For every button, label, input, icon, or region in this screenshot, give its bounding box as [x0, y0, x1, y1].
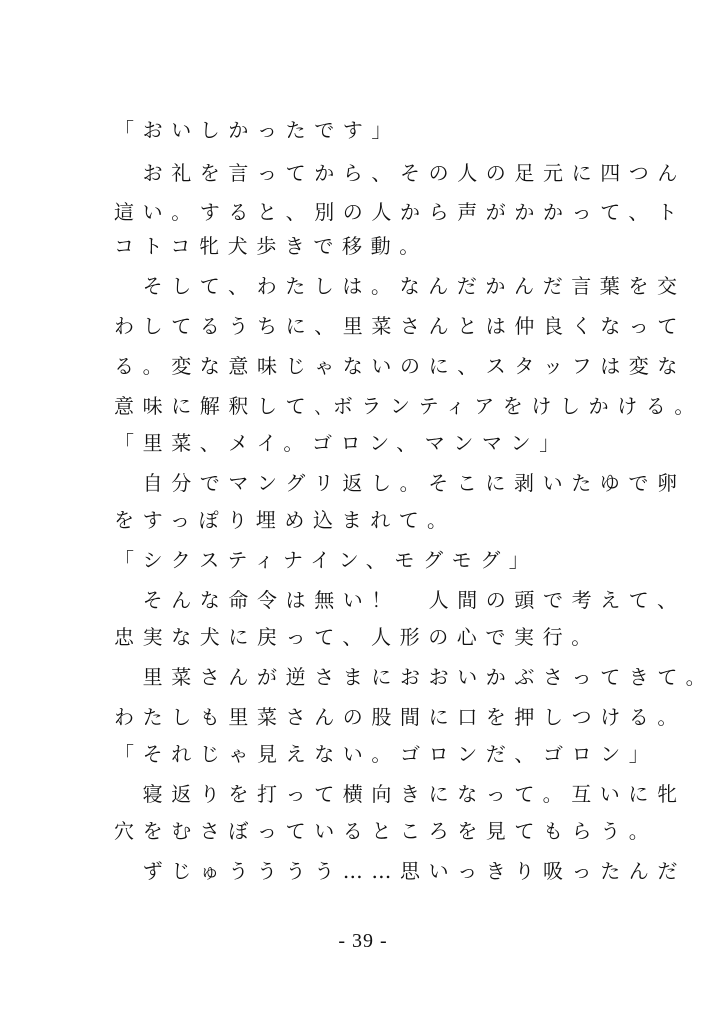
text-line: コトコ牝犬歩きで移動。 — [114, 234, 428, 258]
text-line: わたしも里菜さんの股間に口を押しつける。 — [114, 705, 686, 729]
text-line: そして、わたしは。なんだかんだ言葉を交 — [114, 274, 686, 298]
text-line: 意味に解釈して､ボランティアをけしかける。 — [114, 394, 703, 418]
text-line: る。変な意味じゃないのに、スタッフは変な — [114, 354, 686, 378]
text-line: わしてるうちに、里菜さんとは仲良くなって — [114, 314, 686, 338]
text-line: をすっぽり埋め込まれて。 — [114, 508, 456, 532]
text-line: 「それじゃ見えない。ゴロンだ、ゴロン」 — [114, 742, 658, 766]
text-line: 這い。すると、別の人から声がかかって、ト — [114, 200, 686, 224]
text-line: 忠実な犬に戻って、人形の心で実行。 — [114, 625, 600, 649]
text-line: 「シクスティナイン、モグモグ」 — [114, 548, 538, 572]
text-line: 寝返りを打って横向きになって。互いに牝 — [114, 782, 686, 806]
text-line: 自分でマングリ返し。そこに剥いたゆで卵 — [114, 471, 686, 495]
text-line: 「おいしかったです」 — [114, 118, 400, 142]
text-line: そんな命令は無い！ 人間の頭で考えて、 — [114, 588, 686, 612]
text-line: ずじゅうううう……思いっきり吸ったんだ — [114, 859, 686, 883]
text-line: 「里菜、メイ。ゴロン、マンマン」 — [114, 431, 568, 455]
page-number: - 39 - — [338, 930, 388, 952]
text-line: 穴をむさぼっているところを見てもらう。 — [114, 819, 658, 843]
text-line: 里菜さんが逆さまにおおいかぶさってきて。 — [114, 665, 715, 689]
text-line: お礼を言ってから、その人の足元に四つん — [114, 161, 686, 185]
